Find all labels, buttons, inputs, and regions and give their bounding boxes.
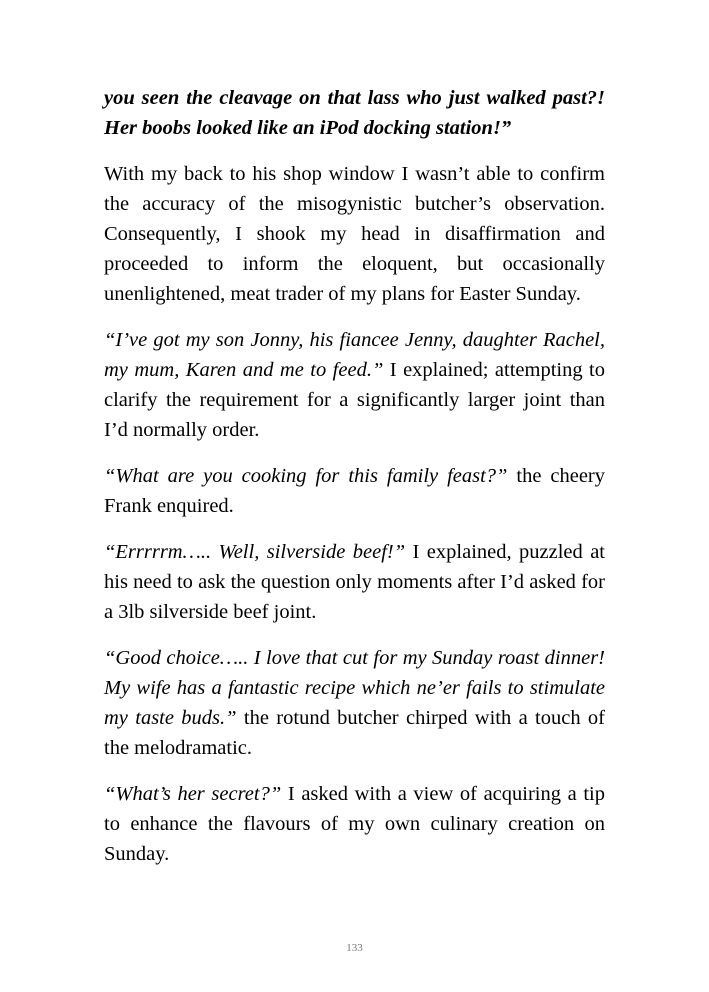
opening-quote-continuation: you seen the cleavage on that lass who just walked past?! Her boobs looked like an iPod docking station!”: [104, 87, 605, 139]
paragraph-2-dialogue: “I’ve got my son Jonny, his fiancee Jenny, daughter Rachel, my mum, Karen and me to feed.”: [104, 329, 605, 381]
paragraph-1-text: With my back to his shop window I wasn’t able to confirm the accuracy of the misogynistic butcher’s observation. Consequently, I shook my head in disaffirmation and proceeded to inform the eloquent, but occasionally unenlightened, meat trader of my plans for Easter Sunday.: [104, 163, 605, 305]
paragraph-6-text: I asked with a view of acquiring a tip to enhance the flavours of my own culinary creation on Sunday.: [104, 783, 605, 865]
paragraph-1: [104, 159, 605, 309]
paragraph-4-dialogue: “Errrrrm….. Well, silverside beef!”: [104, 541, 406, 563]
paragraph-2-text: I explained; attempting to clarify the requirement for a significantly larger joint than I’d normally order.: [104, 359, 605, 441]
paragraph-6: [104, 779, 605, 869]
paragraph-3: [104, 461, 605, 521]
paragraph-5: [104, 643, 605, 763]
paragraph-6-dialogue: “What’s her secret?”: [104, 783, 282, 805]
paragraph-5-text: the rotund butcher chirped with a touch of the melodramatic.: [104, 707, 605, 759]
paragraph-4: [104, 537, 605, 627]
paragraph-4-text: I explained, puzzled at his need to ask the question only moments after I’d asked for a 3lb silverside beef joint.: [104, 541, 605, 623]
page-number: 133: [346, 942, 363, 954]
paragraph-3-dialogue: “What are you cooking for this family feast?”: [104, 465, 508, 487]
paragraph-5-dialogue: “Good choice….. I love that cut for my Sunday roast dinner! My wife has a fantastic recipe which ne’er fails to stimulate my taste buds.”: [104, 647, 605, 729]
paragraph-3-text: the cheery Frank enquired.: [104, 465, 605, 517]
page-body: [104, 83, 605, 885]
paragraph-2: [104, 325, 605, 445]
